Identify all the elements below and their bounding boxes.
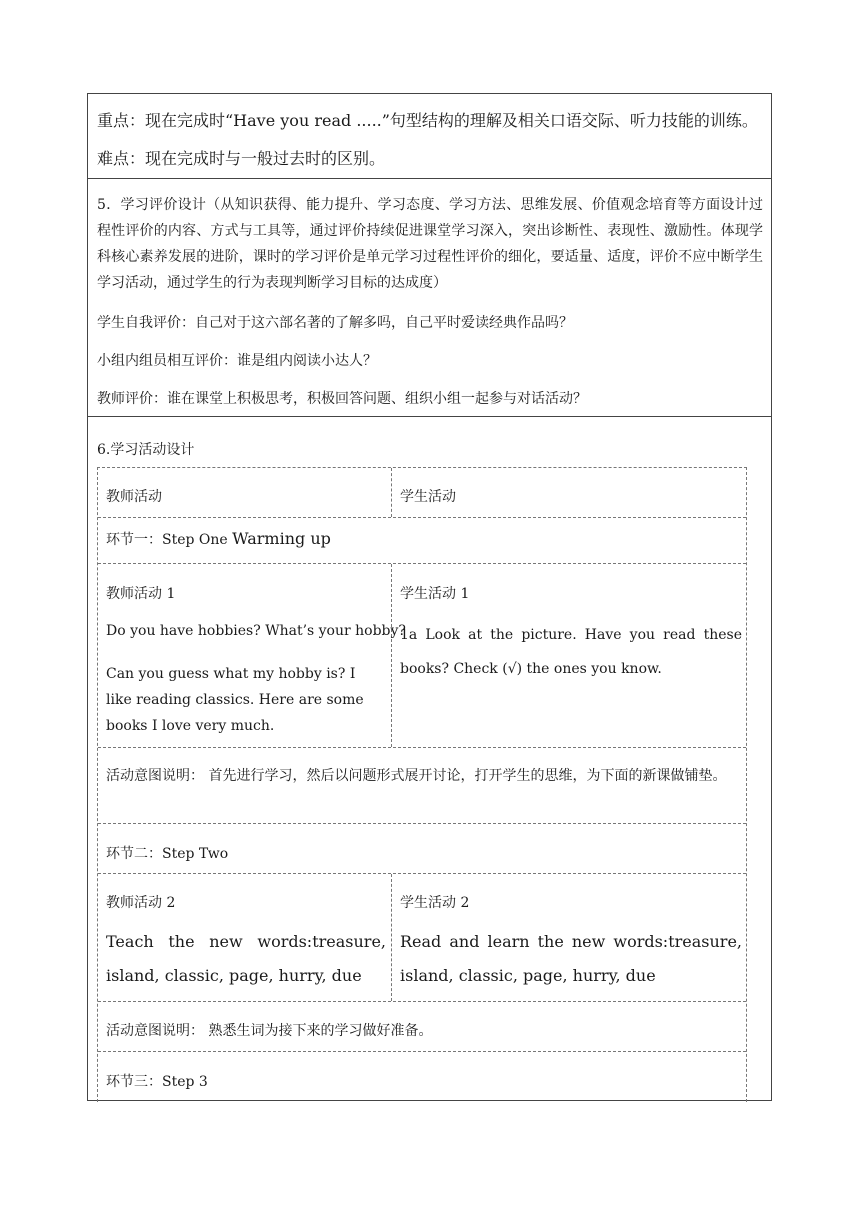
teacher-activity-1-line1: Do you have hobbies? What’s your hobby? [106,623,406,639]
intent-2-row [98,1002,746,1052]
step-three-row [98,1052,746,1103]
teacher-activity-1-line2: Can you guess what my hobby is? I like reading classics. Here are some books I love very much. [106,666,364,734]
teacher-activity-1-label: 教师活动 1 [106,586,176,602]
teacher-evaluation-text: 教师评价：谁在课堂上积极思考，积极回答问题、组织小组一起参与对话活动？ [97,391,587,407]
step-three-title: 环节三：Step 3 [106,1074,208,1090]
intent-1-text: 活动意图说明： 首先进行学习，然后以问题形式展开讨论，打开学生的思维，为下面的新课做铺垫。 [106,768,727,784]
step-two-content-row [98,874,746,1002]
intent-1-row [98,748,746,824]
step-one-content-row [98,564,746,748]
column-divider [391,874,392,1001]
self-evaluation-text: 学生自我评价：自己对于这六部名著的了解多吗，自己平时爱读经典作品吗？ [97,315,573,331]
evaluation-heading: 5．学习评价设计（从知识获得、能力提升、学习态度、学习方法、思维发展、价值观念培育等方面设计过程性评价的内容、方式与工具等，通过评价持续促进课堂学习深入，突出诊断性、表现性、激励性。体现学科核心素养发展的进阶，课时的学习评价是单元学习过程性评价的细化，要适量、适度，评价不应中断学生学习活动，通过学生的行为表现判断学习目标的达成度） [97,197,763,291]
step-one-title-suffix: Warming up [232,529,331,548]
column-divider [391,564,392,747]
student-activity-1-text: 1a Look at the picture. Have you read these books? Check (√) the ones you know. [400,627,742,677]
activity-table-header [98,468,746,518]
peer-evaluation-text: 小组内组员相互评价：谁是组内阅读小达人？ [97,353,377,369]
step-one-title [106,529,706,549]
student-column-header: 学生活动 [400,489,456,505]
evaluation-section [88,179,771,417]
intent-2-text: 活动意图说明： 熟悉生词为接下来的学习做好准备。 [106,1023,433,1039]
activity-table [97,467,747,1102]
teacher-activity-2-text: Teach the new words:treasure, island, classic, page, hurry, due [106,932,386,985]
teacher-column-header: 教师活动 [106,489,162,505]
step-two-title: 环节二：Step Two [106,846,229,862]
step-one-title-prefix: 环节一：Step One [106,532,233,548]
column-divider [391,468,392,517]
activity-design-heading: 6.学习活动设计 [97,442,195,458]
student-activity-1-label: 学生活动 1 [400,586,470,602]
step-one-row [98,518,746,564]
teacher-activity-2-label: 教师活动 2 [106,895,176,911]
student-activity-2-label: 学生活动 2 [400,895,470,911]
focus-section [88,94,771,179]
student-activity-2-text: Read and learn the new words:treasure, island, classic, page, hurry, due [400,932,742,985]
step-two-row [98,824,746,874]
key-point-text: 重点：现在完成时“Have you read .....”句型结构的理解及相关口语交际、听力技能的训练。 [97,111,758,130]
difficulty-text: 难点：现在完成时与一般过去时的区别。 [97,149,386,168]
